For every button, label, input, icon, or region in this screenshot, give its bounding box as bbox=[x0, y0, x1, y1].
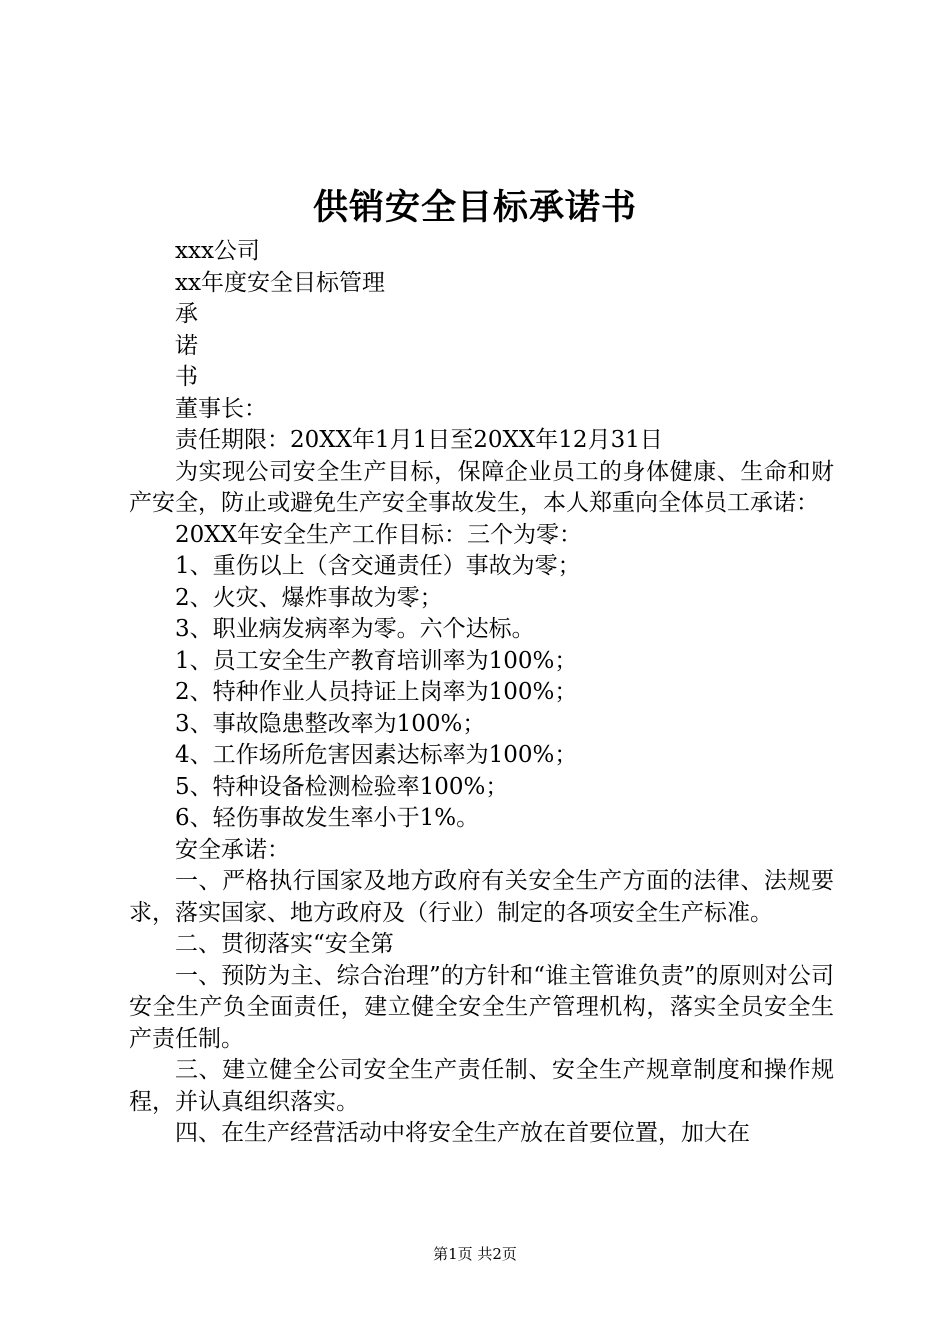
paragraph: 3、职业病发病率为零。六个达标。 bbox=[175, 616, 535, 642]
paragraph: 2、特种作业人员持证上岗率为100%； bbox=[175, 679, 578, 705]
paragraph: 四、在生产经营活动中将安全生产放在首要位置，加大在 bbox=[175, 1120, 750, 1146]
paragraph: 书 bbox=[175, 364, 198, 390]
paragraph: 20XX年安全生产工作目标：三个为零： bbox=[175, 521, 583, 548]
paragraph: 一、预防为主、综合治理”的方针和“谁主管谁负责”的原则对公司安全生产负全面责任，建立健全安全生产管理机构，落实全员安全生产责任制。 bbox=[129, 962, 834, 1052]
paragraph: 3、事故隐患整改率为100%； bbox=[175, 710, 486, 737]
page-footer: 第1页 共2页 bbox=[433, 1245, 517, 1263]
paragraph: 6、轻伤事故发生率小于1%。 bbox=[175, 805, 480, 831]
document-title: 供销安全目标承诺书 bbox=[312, 187, 637, 228]
paragraph: 1、员工安全生产教育培训率为100%； bbox=[175, 647, 578, 674]
paragraph: 一、严格执行国家及地方政府有关安全生产方面的法律、法规要求，落实国家、地方政府及（行业）制定的各项安全生产标准。 bbox=[129, 868, 834, 926]
paragraph: 三、建立健全公司安全生产责任制、安全生产规章制度和操作规程，并认真组织落实。 bbox=[129, 1057, 834, 1115]
paragraph: 5、特种设备检测检验率100%； bbox=[175, 773, 509, 800]
paragraph: 为实现公司安全生产目标，保障企业员工的身体健康、生命和财产安全，防止或避免生产安全事故发生，本人郑重向全体员工承诺： bbox=[129, 458, 834, 516]
paragraph: 承 bbox=[175, 301, 198, 327]
paragraph: 1、重伤以上（含交通责任）事故为零； bbox=[175, 553, 581, 579]
paragraph: 4、工作场所危害因素达标率为100%； bbox=[175, 742, 578, 768]
paragraph: 诺 bbox=[175, 332, 198, 359]
paragraph: 责任期限：20XX年1月1日至20XX年12月31日 bbox=[175, 427, 663, 453]
paragraph: xxx公司 bbox=[175, 238, 260, 264]
paragraph: 安全承诺： bbox=[175, 836, 290, 863]
paragraph: 二、贯彻落实“安全第 bbox=[175, 931, 394, 957]
document-body bbox=[129, 236, 834, 1150]
paragraph: xx年度安全目标管理 bbox=[175, 269, 385, 296]
paragraph: 董事长： bbox=[175, 395, 267, 422]
paragraph: 2、火灾、爆炸事故为零； bbox=[175, 584, 443, 611]
